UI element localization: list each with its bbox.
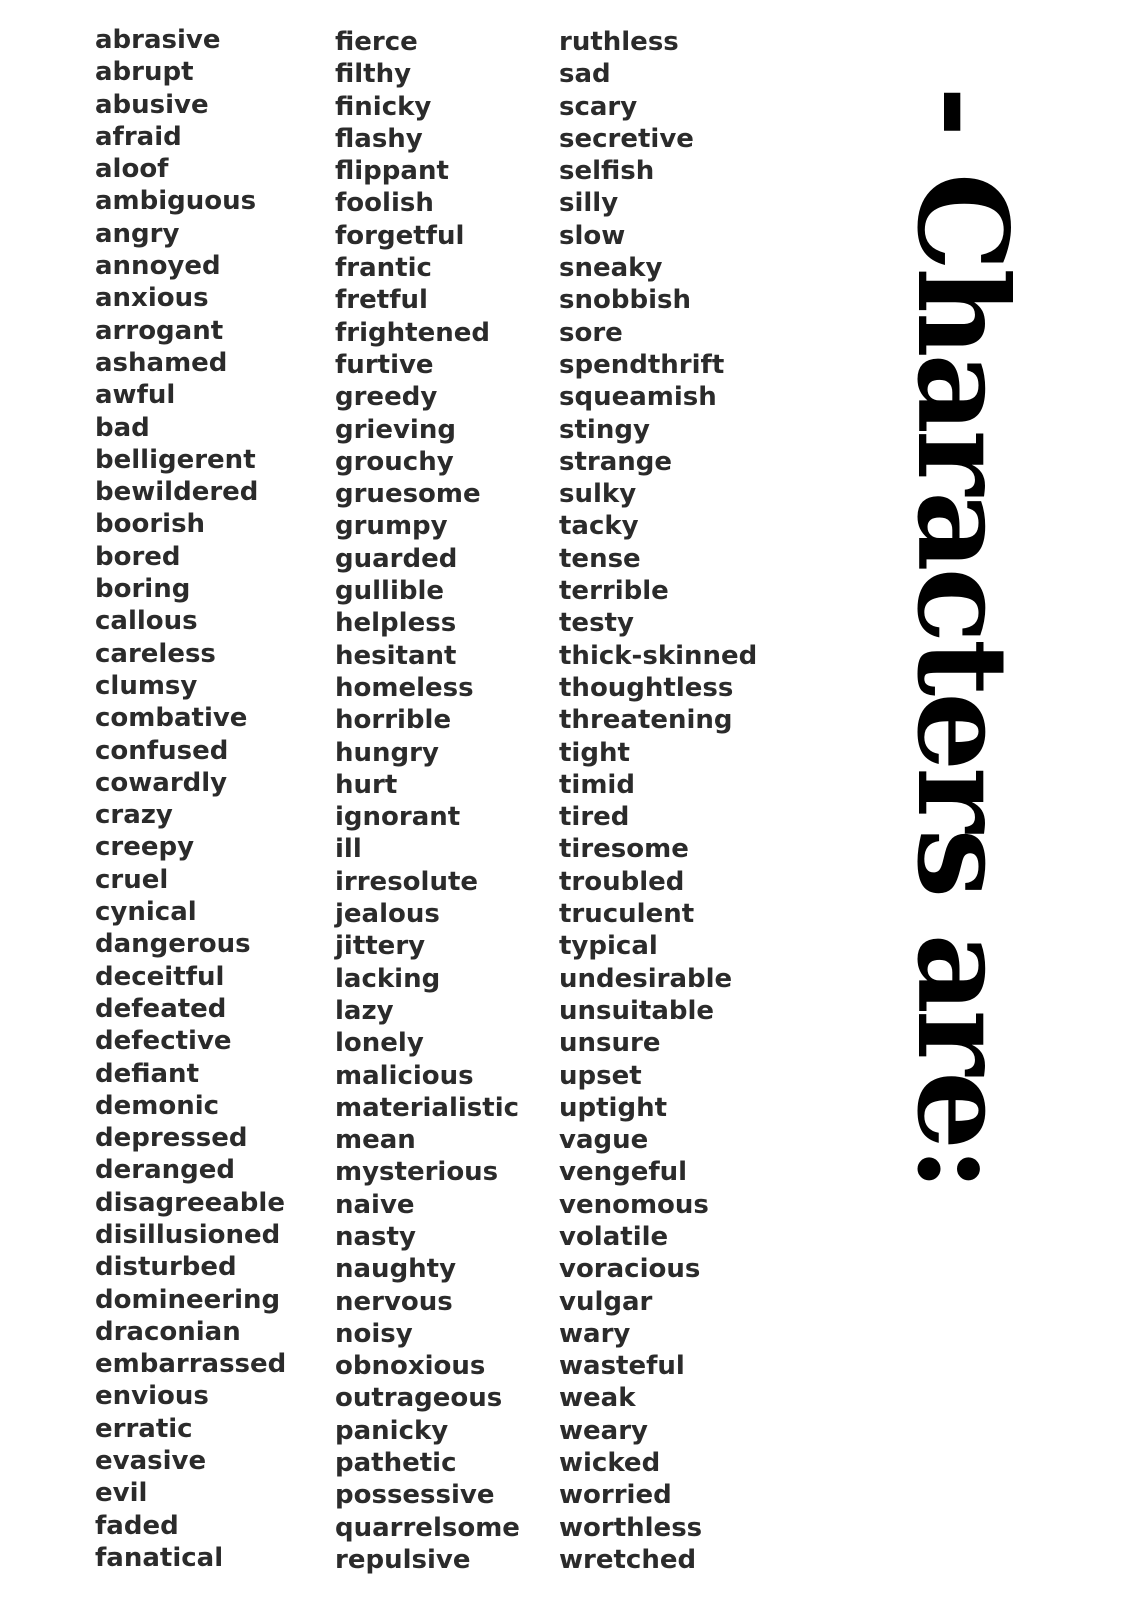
word-item: furtive (335, 349, 434, 380)
word-item: lacking (335, 963, 441, 994)
word-item: horrible (335, 705, 452, 736)
word-item: repulsive (335, 1544, 471, 1575)
word-item: quarrelsome (335, 1512, 520, 1543)
word-item: tight (559, 737, 630, 768)
word-item: tacky (559, 511, 639, 542)
word-item: evasive (95, 1446, 207, 1477)
word-item: lonely (335, 1028, 424, 1059)
word-item: vague (559, 1125, 649, 1156)
word-item: belligerent (95, 444, 256, 475)
word-item: frantic (335, 253, 432, 284)
word-item: crazy (95, 800, 173, 831)
word-item: aloof (95, 154, 169, 185)
word-item: truculent (559, 899, 695, 930)
word-item: arrogant (95, 315, 224, 346)
word-item: timid (559, 769, 635, 800)
word-item: lazy (335, 995, 394, 1026)
word-item: abrasive (95, 25, 221, 55)
word-item: strange (559, 446, 673, 477)
word-item: annoyed (95, 251, 221, 282)
word-item: pathetic (335, 1448, 457, 1479)
word-item: fierce (335, 27, 418, 57)
word-item: grumpy (335, 511, 448, 542)
word-item: afraid (95, 121, 182, 152)
word-item: jittery (335, 931, 426, 962)
word-column-3 (559, 26, 757, 1576)
word-item: forgetful (335, 220, 465, 251)
word-item: testy (559, 608, 634, 639)
word-item: greedy (335, 382, 438, 413)
word-item: filthy (335, 59, 412, 90)
word-item: boorish (95, 509, 206, 540)
word-item: defiant (95, 1058, 199, 1089)
word-item: selfish (559, 156, 655, 187)
word-item: sneaky (559, 253, 663, 284)
word-item: flashy (335, 123, 423, 154)
word-item: anxious (95, 283, 209, 314)
word-item: troubled (559, 866, 685, 897)
word-item: finicky (335, 91, 432, 122)
word-item: squeamish (559, 382, 717, 413)
word-item: guarded (335, 543, 458, 574)
word-item: terrible (559, 576, 669, 607)
word-column-1 (95, 24, 286, 1574)
word-item: envious (95, 1381, 209, 1412)
word-item: cowardly (95, 767, 228, 798)
word-item: disillusioned (95, 1219, 281, 1250)
word-item: bewildered (95, 477, 259, 508)
word-item: defective (95, 1026, 232, 1057)
word-item: tense (559, 543, 641, 574)
word-item: hurt (335, 769, 398, 800)
word-item: sore (559, 317, 623, 348)
word-item: combative (95, 703, 248, 734)
word-item: weak (559, 1383, 636, 1414)
word-item: weary (559, 1415, 648, 1446)
word-item: abusive (95, 89, 209, 120)
word-item: homeless (335, 672, 474, 703)
word-item: helpless (335, 608, 457, 639)
word-item: gullible (335, 576, 445, 607)
page-title: - Characters are: (889, 86, 1034, 1188)
word-item: wary (559, 1318, 631, 1349)
word-item: threatening (559, 705, 733, 736)
word-item: silly (559, 188, 619, 219)
word-item: confused (95, 735, 229, 766)
word-item: ill (335, 834, 362, 865)
word-item: voracious (559, 1254, 701, 1285)
word-item: wretched (559, 1544, 697, 1575)
word-item: venomous (559, 1189, 709, 1220)
word-item: ignorant (335, 802, 461, 833)
word-item: cynical (95, 897, 197, 928)
word-item: callous (95, 606, 198, 637)
word-item: awful (95, 380, 176, 411)
word-item: unsuitable (559, 995, 715, 1026)
word-item: erratic (95, 1413, 193, 1444)
word-item: tiresome (559, 834, 689, 865)
word-item: defeated (95, 993, 227, 1024)
word-item: gruesome (335, 479, 481, 510)
word-item: draconian (95, 1316, 241, 1347)
word-item: thoughtless (559, 672, 734, 703)
word-item: possessive (335, 1480, 495, 1511)
word-item: cruel (95, 864, 169, 895)
word-item: demonic (95, 1090, 220, 1121)
word-item: wasteful (559, 1351, 685, 1382)
word-item: fanatical (95, 1542, 224, 1573)
word-item: sad (559, 59, 611, 90)
word-item: foolish (335, 188, 434, 219)
word-item: angry (95, 218, 180, 249)
word-item: ambiguous (95, 186, 257, 217)
word-item: clumsy (95, 670, 198, 701)
word-item: abrupt (95, 57, 194, 88)
word-item: dangerous (95, 929, 251, 960)
word-item: depressed (95, 1123, 248, 1154)
word-item: creepy (95, 832, 195, 863)
word-item: disturbed (95, 1252, 237, 1283)
word-item: nervous (335, 1286, 453, 1317)
word-item: snobbish (559, 285, 691, 316)
word-item: jealous (335, 899, 440, 930)
word-item: deceitful (95, 961, 225, 992)
word-item: undesirable (559, 963, 733, 994)
word-item: malicious (335, 1060, 474, 1091)
word-item: disagreeable (95, 1187, 285, 1218)
word-column-2 (335, 26, 520, 1576)
word-item: ashamed (95, 347, 228, 378)
word-item: volatile (559, 1221, 669, 1252)
word-item: outrageous (335, 1383, 503, 1414)
word-item: fretful (335, 285, 428, 316)
word-item: panicky (335, 1415, 449, 1446)
word-item: tired (559, 802, 630, 833)
word-item: deranged (95, 1155, 235, 1186)
word-item: frightened (335, 317, 490, 348)
word-item: thick-skinned (559, 640, 758, 671)
word-item: secretive (559, 123, 694, 154)
word-item: scary (559, 91, 638, 122)
word-item: worthless (559, 1512, 703, 1543)
word-item: careless (95, 638, 216, 669)
word-item: typical (559, 931, 658, 962)
word-item: bored (95, 541, 181, 572)
word-item: mysterious (335, 1157, 499, 1188)
word-item: materialistic (335, 1092, 520, 1123)
word-item: mean (335, 1125, 416, 1156)
word-item: hungry (335, 737, 439, 768)
word-item: evil (95, 1478, 148, 1509)
word-item: stingy (559, 414, 650, 445)
word-item: embarrassed (95, 1349, 287, 1380)
word-item: irresolute (335, 866, 479, 897)
word-item: faded (95, 1510, 179, 1541)
word-item: domineering (95, 1284, 281, 1315)
word-item: hesitant (335, 640, 457, 671)
word-item: unsure (559, 1028, 661, 1059)
word-item: obnoxious (335, 1351, 486, 1382)
word-item: grieving (335, 414, 456, 445)
word-item: naughty (335, 1254, 457, 1285)
word-item: worried (559, 1480, 672, 1511)
word-item: flippant (335, 156, 449, 187)
word-item: vengeful (559, 1157, 688, 1188)
word-item: slow (559, 220, 626, 251)
word-item: vulgar (559, 1286, 653, 1317)
word-item: upset (559, 1060, 642, 1091)
word-item: sulky (559, 479, 637, 510)
word-item: noisy (335, 1318, 413, 1349)
word-item: ruthless (559, 27, 679, 57)
word-item: bad (95, 412, 150, 443)
word-item: spendthrift (559, 349, 725, 380)
word-item: grouchy (335, 446, 454, 477)
word-item: uptight (559, 1092, 668, 1123)
word-item: nasty (335, 1221, 416, 1252)
word-item: naive (335, 1189, 415, 1220)
word-item: boring (95, 574, 191, 605)
word-item: wicked (559, 1448, 661, 1479)
